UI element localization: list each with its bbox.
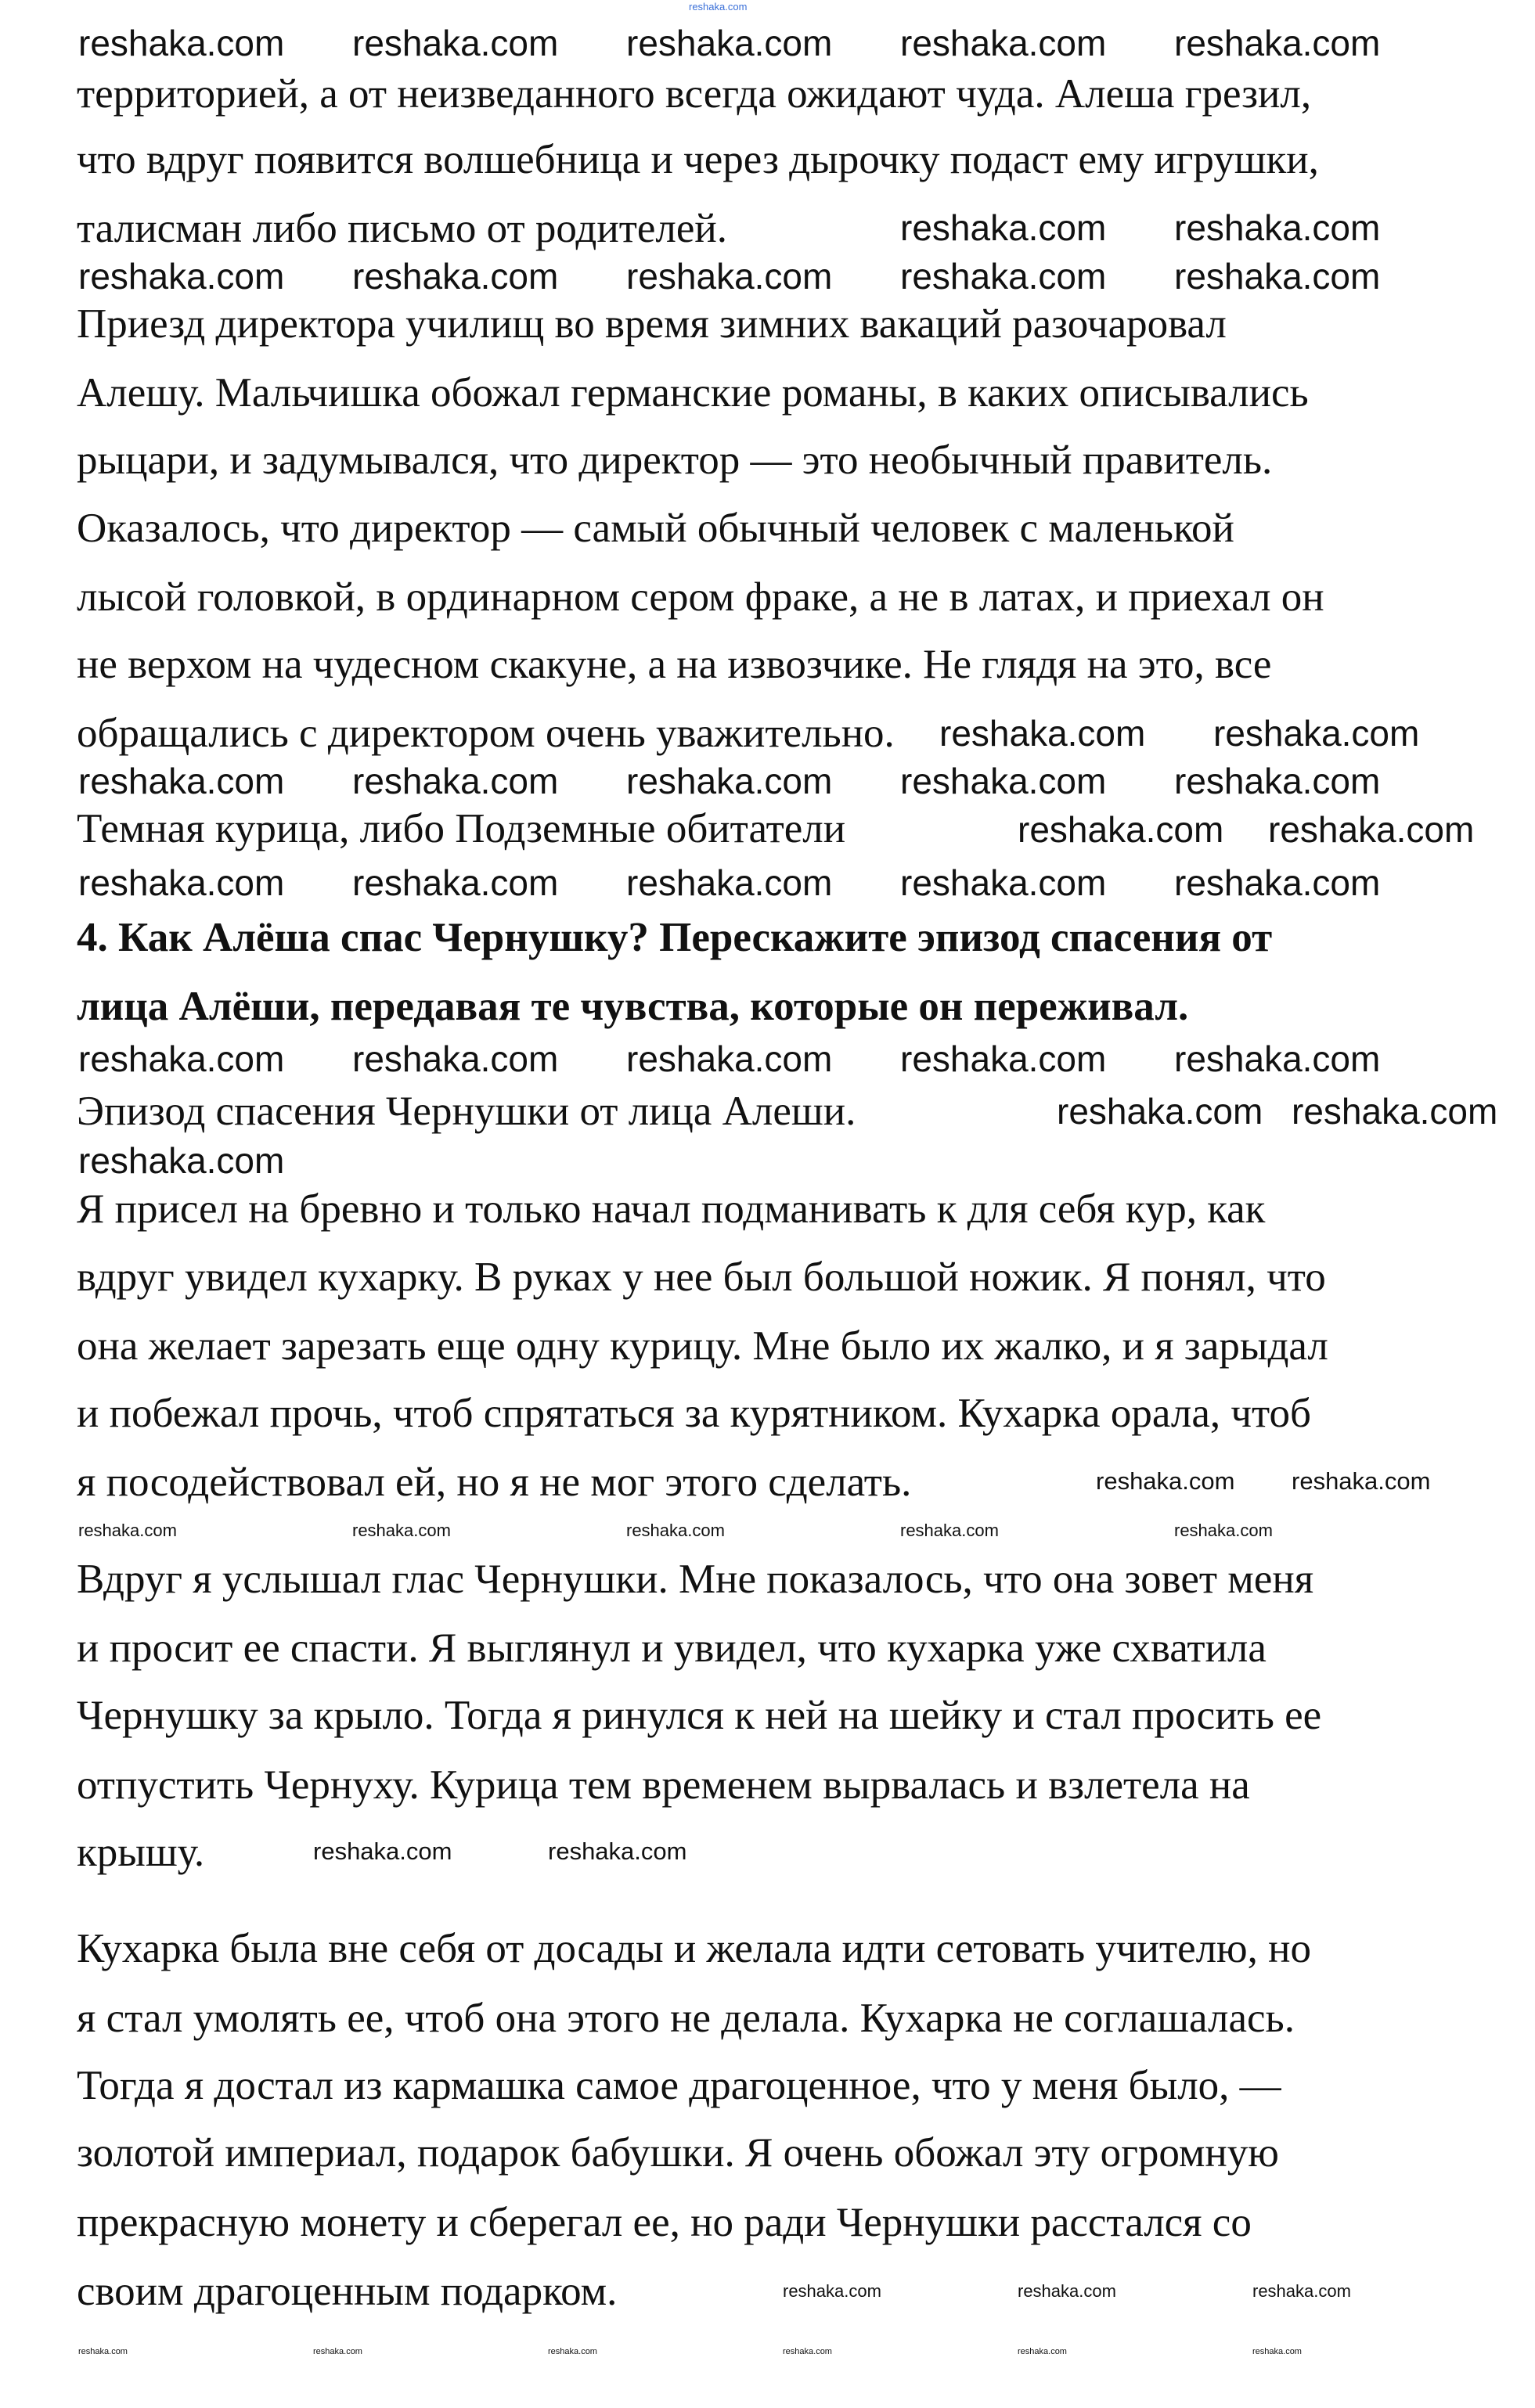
paragraph-line: Кухарка была вне себя от досады и желала идти сетовать учителю, но [77, 1926, 1312, 1971]
watermark: reshaka.com [313, 2347, 362, 2356]
watermark: reshaka.com [626, 1038, 833, 1079]
watermark: reshaka.com [1057, 1091, 1263, 1132]
watermark: reshaka.com [1018, 2347, 1067, 2356]
paragraph-line: Тогда я достал из кармашка самое драгоценное, что у меня было, — [77, 2063, 1281, 2108]
watermark: reshaka.com [783, 2347, 832, 2356]
watermark: reshaka.com [548, 2347, 597, 2356]
watermark: reshaka.com [313, 1837, 452, 1865]
watermark: reshaka.com [1292, 1091, 1498, 1132]
paragraph-line: золотой империал, подарок бабушки. Я очень обожал эту огромную [77, 2130, 1279, 2176]
paragraph-line: территорией, а от неизведанного всегда ожидают чуда. Алеша грезил, [77, 71, 1312, 117]
paragraph-line: Чернушку за крыло. Тогда я ринулся к ней на шейку и стал просить ее [77, 1693, 1322, 1738]
watermark: reshaka.com [1268, 809, 1475, 850]
watermark: reshaka.com [1174, 1521, 1273, 1540]
question-heading-line: лица Алёши, передавая те чувства, которые он переживал. [77, 984, 1189, 1029]
section-title-line: Темная курица, либо Подземные обитатели [77, 806, 846, 851]
paragraph-line: вдруг увидел кухарку. В руках у нее был большой ножик. Я понял, что [77, 1254, 1326, 1300]
watermark: reshaka.com [78, 1521, 177, 1540]
watermark: reshaka.com [1292, 1467, 1431, 1495]
watermark: reshaka.com [626, 256, 833, 297]
watermark: reshaka.com [548, 1837, 687, 1865]
watermark: reshaka.com [1174, 1038, 1381, 1079]
paragraph-line: и побежал прочь, чтоб спрятаться за курятником. Кухарка орала, чтоб [77, 1391, 1311, 1436]
watermark: reshaka.com [78, 761, 285, 801]
paragraph-line: я посодействовал ей, но я не мог этого сделать. [77, 1460, 912, 1505]
watermark: reshaka.com [1252, 2347, 1302, 2356]
paragraph-line: Вдруг я услышал глас Чернушки. Мне показалось, что она зовет меня [77, 1557, 1314, 1602]
paragraph-line: она желает зарезать еще одну курицу. Мне было их жалко, и я зарыдал [77, 1323, 1328, 1369]
question-heading-line: 4. Как Алёша спас Чернушку? Перескажите эпизод спасения от [77, 915, 1273, 960]
watermark: reshaka.com [1174, 23, 1381, 63]
watermark: reshaka.com [626, 862, 833, 903]
watermark: reshaka.com [783, 2281, 881, 2301]
watermark: reshaka.com [352, 761, 559, 801]
watermark: reshaka.com [78, 1038, 285, 1079]
watermark: reshaka.com [352, 1521, 451, 1540]
paragraph-line: и просит ее спасти. Я выглянул и увидел, что кухарка уже схватила [77, 1625, 1267, 1671]
watermark: reshaka.com [1174, 256, 1381, 297]
watermark: reshaka.com [78, 2347, 128, 2356]
paragraph-line: что вдруг появится волшебница и через дырочку подаст ему игрушки, [77, 137, 1319, 182]
watermark: reshaka.com [626, 1521, 725, 1540]
header-watermark: reshaka.com [689, 1, 748, 13]
watermark: reshaka.com [900, 207, 1107, 248]
paragraph-line: Оказалось, что директор — самый обычный человек с маленькой [77, 506, 1234, 551]
paragraph-line: своим драгоценным подарком. [77, 2269, 618, 2314]
watermark: reshaka.com [78, 862, 285, 903]
watermark: reshaka.com [900, 1521, 999, 1540]
watermark: reshaka.com [1174, 207, 1381, 248]
watermark: reshaka.com [626, 23, 833, 63]
watermark: reshaka.com [1018, 2281, 1116, 2301]
paragraph-line: не верхом на чудесном скакуне, а на извозчике. Не глядя на это, все [77, 642, 1272, 687]
paragraph-line: рыцари, и задумывался, что директор — это необычный правитель. [77, 437, 1273, 483]
watermark: reshaka.com [352, 862, 559, 903]
watermark: reshaka.com [626, 761, 833, 801]
watermark: reshaka.com [900, 256, 1107, 297]
paragraph-line: талисман либо письмо от родителей. [77, 206, 727, 251]
watermark: reshaka.com [78, 1140, 285, 1181]
paragraph-line: прекрасную монету и сберегал ее, но ради Чернушки расстался со [77, 2200, 1252, 2245]
paragraph-line: Я присел на бревно и только начал подманивать к для себя кур, как [77, 1186, 1266, 1232]
watermark: reshaka.com [900, 23, 1107, 63]
paragraph-line: лысой головкой, в ординарном сером фраке, а не в латах, и приехал он [77, 574, 1324, 620]
paragraph-line: Алешу. Мальчишка обожал германские романы, в каких описывались [77, 370, 1309, 416]
watermark: reshaka.com [352, 256, 559, 297]
paragraph-line: крышу. [77, 1830, 205, 1875]
watermark: reshaka.com [352, 23, 559, 63]
paragraph-line: Эпизод спасения Чернушки от лица Алеши. [77, 1089, 856, 1134]
watermark: reshaka.com [900, 862, 1107, 903]
watermark: reshaka.com [1174, 862, 1381, 903]
watermark: reshaka.com [1213, 713, 1420, 754]
watermark: reshaka.com [78, 23, 285, 63]
paragraph-line: Приезд директора училищ во время зимних вакаций разочаровал [77, 301, 1227, 347]
watermark: reshaka.com [1018, 809, 1224, 850]
watermark: reshaka.com [78, 256, 285, 297]
watermark: reshaka.com [1096, 1467, 1235, 1495]
watermark: reshaka.com [1174, 761, 1381, 801]
paragraph-line: отпустить Чернуху. Курица тем временем вырвалась и взлетела на [77, 1762, 1250, 1808]
watermark: reshaka.com [900, 761, 1107, 801]
watermark: reshaka.com [939, 713, 1146, 754]
watermark: reshaka.com [352, 1038, 559, 1079]
watermark: reshaka.com [900, 1038, 1107, 1079]
paragraph-line: обращались с директором очень уважительно. [77, 711, 895, 756]
watermark: reshaka.com [1252, 2281, 1351, 2301]
paragraph-line: я стал умолять ее, чтоб она этого не делала. Кухарка не соглашалась. [77, 1996, 1295, 2041]
